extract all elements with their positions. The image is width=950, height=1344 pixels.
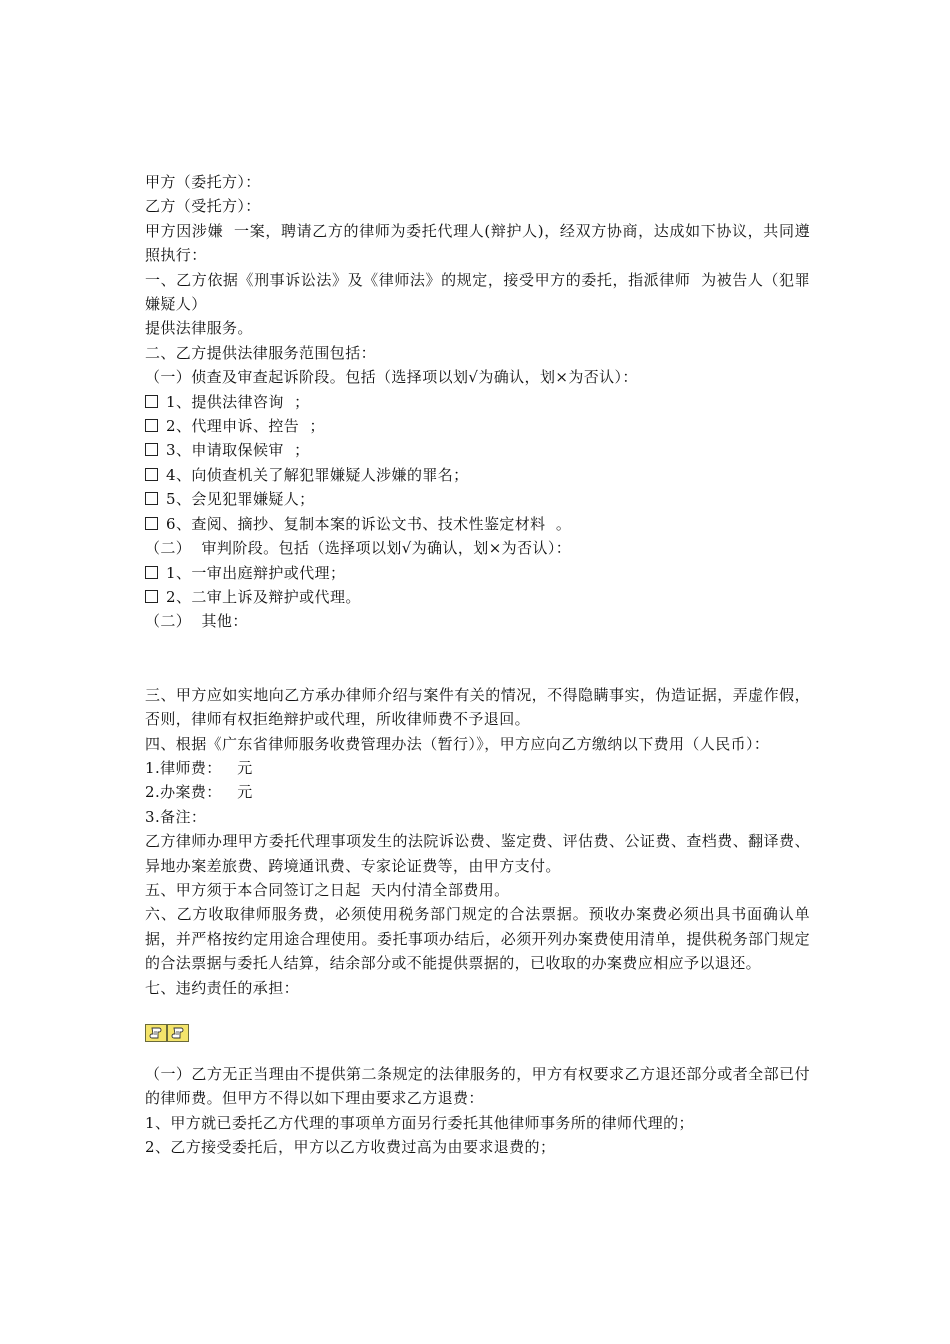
- checkbox-row: [145, 463, 810, 487]
- clause-7-1-item: 2、乙方接受委托后，甲方以乙方收费过高为由要求退费的；: [145, 1138, 556, 1157]
- checkbox-label: 4、向侦查机关了解犯罪嫌疑人涉嫌的罪名；: [166, 465, 469, 484]
- checkbox[interactable]: [145, 566, 158, 579]
- checkbox-label: 2、二审上诉及辩护或代理。: [166, 587, 361, 606]
- checkbox[interactable]: [145, 419, 158, 432]
- checkbox-row: [145, 438, 810, 462]
- checkbox-label: 5、会见犯罪嫌疑人；: [166, 490, 315, 509]
- checkbox-row: [145, 487, 810, 511]
- party-b-line: 乙方（受托方）：: [145, 197, 261, 216]
- checkbox-row: [145, 512, 810, 536]
- checkbox-label: 1、一审出庭辩护或代理；: [166, 563, 346, 582]
- embedded-object-icons: [145, 1024, 810, 1046]
- scroll-icon-glyph: [171, 1026, 185, 1040]
- checkbox-label: 3、申请取保候审 ；: [166, 441, 310, 460]
- stage-2-title: （二） 审判阶段。包括（选择项以划√为确认，划×为否认）：: [145, 539, 572, 558]
- fee-note: 乙方律师办理甲方委托代理事项发生的法院诉讼费、鉴定费、评估费、公证费、查档费、翻译费、异地办案差旅费、跨境通讯费、专家论证费等，由甲方支付。: [145, 832, 810, 875]
- scroll-icon[interactable]: [167, 1024, 189, 1042]
- clause-5: 五、甲方须于本合同签订之日起 天内付清全部费用。: [145, 880, 510, 899]
- checkbox[interactable]: [145, 395, 158, 408]
- checkbox-row: [145, 414, 810, 438]
- scroll-icon[interactable]: [145, 1024, 167, 1042]
- clause-1-cont: 提供法律服务。: [145, 319, 253, 338]
- checkbox-row: [145, 585, 810, 609]
- other-title: （二） 其他：: [145, 612, 248, 631]
- fee-remark: 3.备注：: [145, 807, 207, 826]
- spacer: [145, 1000, 810, 1024]
- checkbox-row: [145, 561, 810, 585]
- checkbox-row: [145, 390, 810, 414]
- contract-body: [145, 170, 810, 1160]
- clause-2-title: 二、乙方提供法律服务范围包括：: [145, 343, 377, 362]
- checkbox[interactable]: [145, 492, 158, 505]
- fee-handling: 2.办案费： 元: [145, 783, 253, 802]
- clause-7-1: （一）乙方无正当理由不提供第二条规定的法律服务的，甲方有权要求乙方退还部分或者全部已付的律师费。但甲方不得以如下理由要求乙方退费：: [145, 1065, 810, 1108]
- stage-1-title: （一）侦查及审查起诉阶段。包括（选择项以划√为确认，划×为否认）：: [145, 368, 638, 387]
- fee-lawyer: 1.律师费： 元: [145, 758, 253, 777]
- checkbox[interactable]: [145, 517, 158, 530]
- party-a-line: 甲方（委托方）：: [145, 173, 261, 191]
- checkbox[interactable]: [145, 443, 158, 456]
- clause-1: 一、乙方依据《刑事诉讼法》及《律师法》的规定，接受甲方的委托，指派律师 为被告人（犯罪嫌疑人）: [145, 270, 810, 314]
- spacer: [145, 634, 810, 683]
- checkbox[interactable]: [145, 590, 158, 603]
- checkbox-label: 1、提供法律咨询 ；: [166, 392, 310, 411]
- clause-7-title: 七、违约责任的承担：: [145, 978, 300, 997]
- spacer: [145, 1046, 810, 1062]
- checkbox-label: 6、查阅、摘抄、复制本案的诉讼文书、技术性鉴定材料 。: [166, 514, 572, 533]
- clause-3: 三、甲方应如实地向乙方承办律师介绍与案件有关的情况，不得隐瞒事实，伪造证据，弄虚作假，否则，律师有权拒绝辩护或代理，所收律师费不予退回。: [145, 685, 810, 729]
- clause-7-1-item: 1、甲方就已委托乙方代理的事项单方面另行委托其他律师事务所的律师代理的；: [145, 1113, 694, 1132]
- intro-paragraph: 甲方因涉嫌 一案，聘请乙方的律师为委托代理人(辩护人)，经双方协商，达成如下协议，共同遵照执行：: [145, 221, 810, 265]
- scroll-icon-glyph: [149, 1026, 163, 1040]
- checkbox-label: 2、代理申诉、控告 ；: [166, 417, 325, 436]
- clause-6: 六、乙方收取律师服务费，必须使用税务部门规定的合法票据。预收办案费必须出具书面确认单据，并严格按约定用途合理使用。委托事项办结后，必须开列办案费使用清单，提供税务部门规定的合法票据与委托人结算，结余部分或不能提供票据的，已收取的办案费应相应予以退还。: [145, 905, 810, 973]
- checkbox[interactable]: [145, 468, 158, 481]
- clause-4: 四、根据《广东省律师服务收费管理办法（暂行）》，甲方应向乙方缴纳以下费用（人民币）：: [145, 734, 770, 753]
